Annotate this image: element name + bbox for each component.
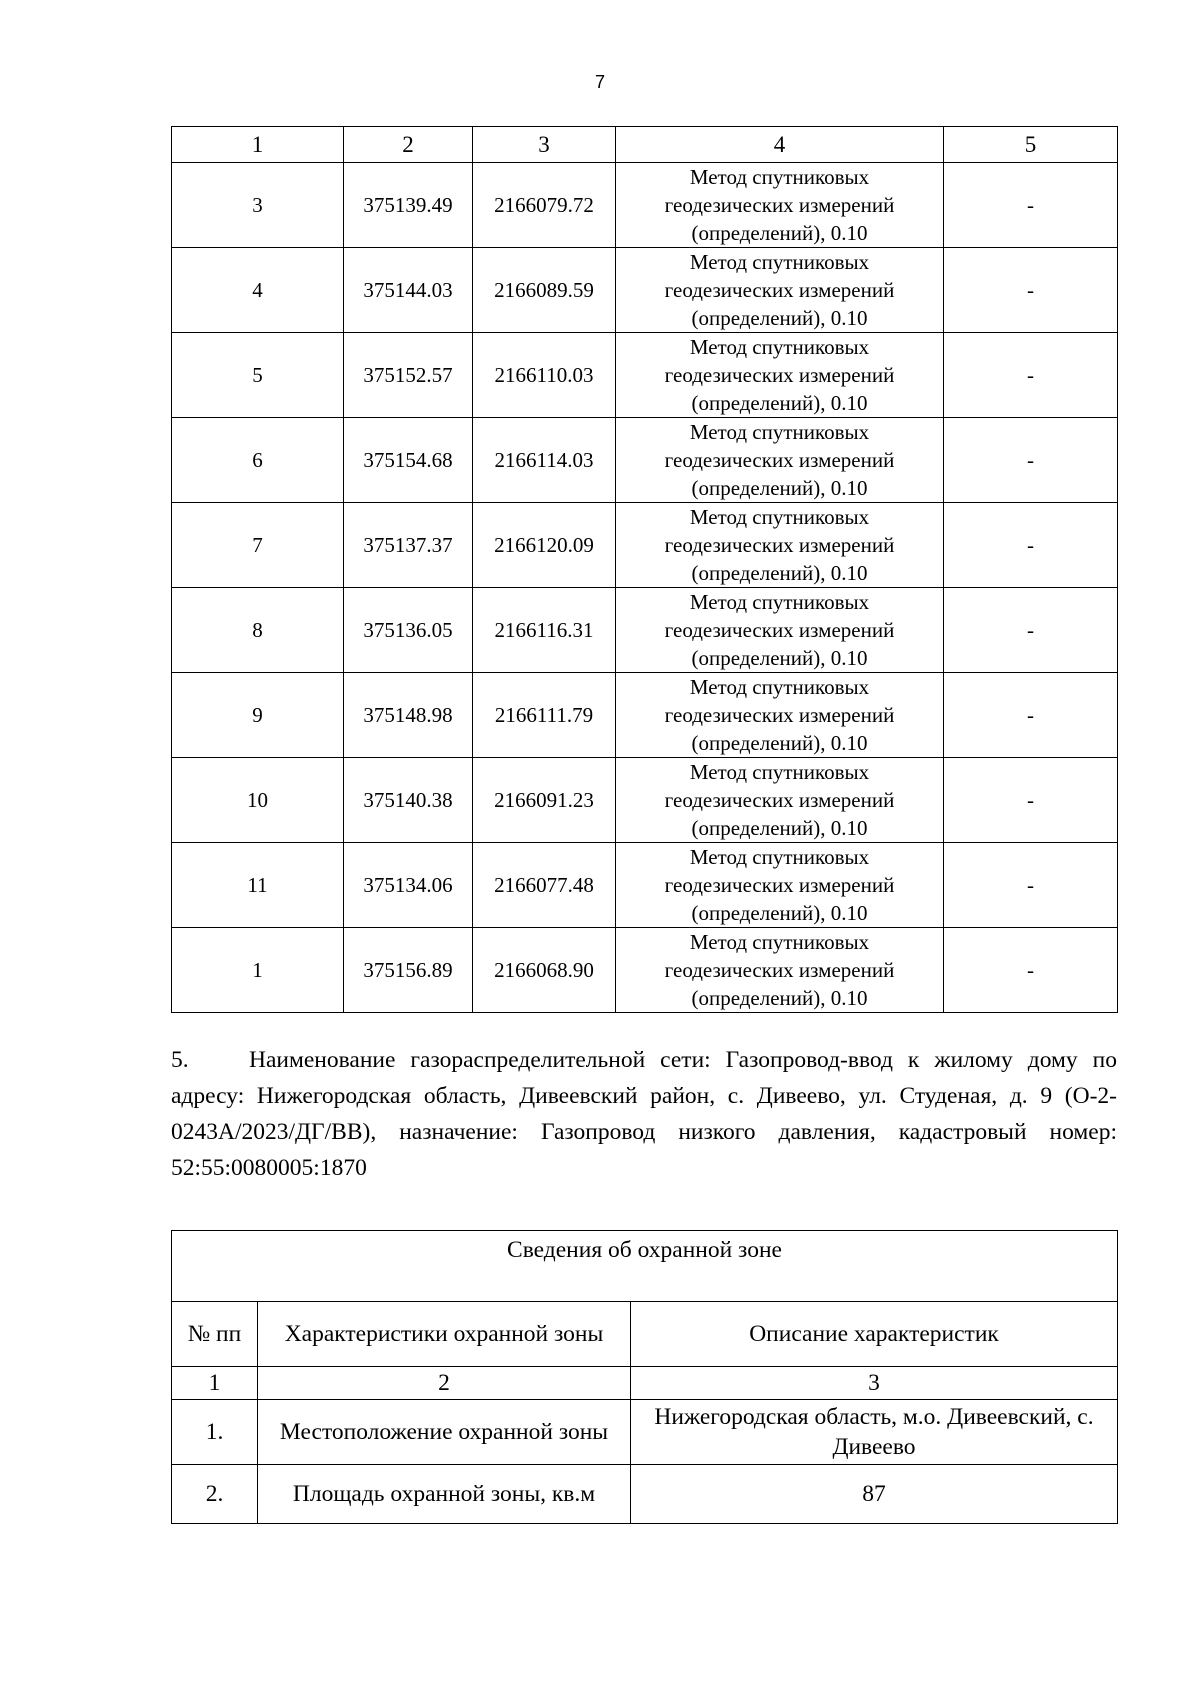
method-line: (определений), 0.10 bbox=[691, 561, 868, 585]
coordinate-y: 2166111.79 bbox=[473, 673, 616, 758]
note: - bbox=[944, 758, 1118, 843]
coordinate-y: 2166079.72 bbox=[473, 163, 616, 248]
note: - bbox=[944, 418, 1118, 503]
table-row bbox=[172, 1400, 1118, 1465]
measurement-method bbox=[616, 333, 944, 418]
point-number: 6 bbox=[172, 418, 344, 503]
note: - bbox=[944, 333, 1118, 418]
table-row bbox=[172, 928, 1118, 1013]
coordinate-y: 2166116.31 bbox=[473, 588, 616, 673]
method-line: (определений), 0.10 bbox=[691, 816, 868, 840]
note: - bbox=[944, 248, 1118, 333]
method-line: геодезических измерений bbox=[664, 618, 895, 642]
coordinate-x: 375156.89 bbox=[344, 928, 473, 1013]
method-line: геодезических измерений bbox=[664, 193, 895, 217]
column-number-5: 5 bbox=[944, 127, 1118, 163]
table-row bbox=[172, 758, 1118, 843]
method-line: Метод спутниковых bbox=[689, 165, 870, 189]
point-number: 1 bbox=[172, 928, 344, 1013]
method-line: геодезических измерений bbox=[664, 958, 895, 982]
note: - bbox=[944, 503, 1118, 588]
measurement-method bbox=[616, 588, 944, 673]
zone-description: 87 bbox=[631, 1465, 1118, 1524]
table-row bbox=[172, 248, 1118, 333]
method-line: (определений), 0.10 bbox=[691, 306, 868, 330]
coordinate-x: 375148.98 bbox=[344, 673, 473, 758]
header-description: Описание характеристик bbox=[631, 1302, 1118, 1367]
coordinate-x: 375136.05 bbox=[344, 588, 473, 673]
point-number: 7 bbox=[172, 503, 344, 588]
table-row bbox=[172, 503, 1118, 588]
coordinate-y: 2166077.48 bbox=[473, 843, 616, 928]
coordinate-y: 2166110.03 bbox=[473, 333, 616, 418]
zone-description: Нижегородская область, м.о. Дивеевский, с. Дивеево bbox=[631, 1400, 1118, 1465]
measurement-method bbox=[616, 928, 944, 1013]
method-line: Метод спутниковых bbox=[689, 505, 870, 529]
table-row bbox=[172, 673, 1118, 758]
coordinate-x: 375144.03 bbox=[344, 248, 473, 333]
zone-characteristic: Местоположение охранной зоны bbox=[258, 1400, 631, 1465]
method-line: (определений), 0.10 bbox=[691, 731, 868, 755]
column-number-2: 2 bbox=[344, 127, 473, 163]
point-number: 9 bbox=[172, 673, 344, 758]
method-line: (определений), 0.10 bbox=[691, 476, 868, 500]
method-line: геодезических измерений bbox=[664, 533, 895, 557]
method-line: геодезических измерений bbox=[664, 448, 895, 472]
measurement-method bbox=[616, 673, 944, 758]
note: - bbox=[944, 673, 1118, 758]
table-row bbox=[172, 1465, 1118, 1524]
measurement-method bbox=[616, 758, 944, 843]
point-number: 5 bbox=[172, 333, 344, 418]
table-row bbox=[172, 333, 1118, 418]
header-characteristic: Характеристики охранной зоны bbox=[258, 1302, 631, 1367]
section-text: Наименование газораспределительной сети: Газопровод-ввод к жилому дому по адресу: Нижегородская область, Дивеевский район, с. Дивеево, ул. Студеная, д. 9 (О-2-0243А/2023/ДГ/ВВ), назначение: Газопровод низкого давления, кадастровый номер: 52:55:0080005:1870 bbox=[171, 1047, 1117, 1181]
coordinates-header-row bbox=[172, 127, 1118, 163]
column-number-1: 1 bbox=[172, 1367, 258, 1400]
note: - bbox=[944, 928, 1118, 1013]
column-number-4: 4 bbox=[616, 127, 944, 163]
method-line: Метод спутниковых bbox=[689, 335, 870, 359]
measurement-method bbox=[616, 418, 944, 503]
note: - bbox=[944, 163, 1118, 248]
column-number-3: 3 bbox=[631, 1367, 1118, 1400]
method-line: геодезических измерений bbox=[664, 363, 895, 387]
measurement-method bbox=[616, 503, 944, 588]
coordinate-x: 375134.06 bbox=[344, 843, 473, 928]
point-number: 3 bbox=[172, 163, 344, 248]
method-line: Метод спутниковых bbox=[689, 930, 870, 954]
coordinate-y: 2166120.09 bbox=[473, 503, 616, 588]
coordinate-y: 2166091.23 bbox=[473, 758, 616, 843]
method-line: Метод спутниковых bbox=[689, 590, 870, 614]
zone-table-title: Сведения об охранной зоне bbox=[172, 1231, 1118, 1302]
measurement-method bbox=[616, 163, 944, 248]
protection-zone-table bbox=[171, 1230, 1118, 1524]
method-line: Метод спутниковых bbox=[689, 760, 870, 784]
header-number: № пп bbox=[172, 1302, 258, 1367]
method-line: геодезических измерений bbox=[664, 788, 895, 812]
method-line: (определений), 0.10 bbox=[691, 901, 868, 925]
coordinate-x: 375140.38 bbox=[344, 758, 473, 843]
coordinate-y: 2166068.90 bbox=[473, 928, 616, 1013]
coordinate-x: 375139.49 bbox=[344, 163, 473, 248]
zone-table-header-row bbox=[172, 1302, 1118, 1367]
method-line: (определений), 0.10 bbox=[691, 221, 868, 245]
zone-table-title-row bbox=[172, 1231, 1118, 1302]
point-number: 8 bbox=[172, 588, 344, 673]
coordinate-x: 375137.37 bbox=[344, 503, 473, 588]
row-number: 2. bbox=[172, 1465, 258, 1524]
method-line: (определений), 0.10 bbox=[691, 646, 868, 670]
point-number: 11 bbox=[172, 843, 344, 928]
method-line: Метод спутниковых bbox=[689, 250, 870, 274]
method-line: Метод спутниковых bbox=[689, 675, 870, 699]
coordinate-y: 2166114.03 bbox=[473, 418, 616, 503]
point-number: 10 bbox=[172, 758, 344, 843]
page-number: 7 bbox=[594, 72, 605, 92]
section-number: 5. bbox=[171, 1047, 189, 1073]
coordinate-y: 2166089.59 bbox=[473, 248, 616, 333]
method-line: (определений), 0.10 bbox=[691, 391, 868, 415]
table-row bbox=[172, 588, 1118, 673]
row-number: 1. bbox=[172, 1400, 258, 1465]
point-number: 4 bbox=[172, 248, 344, 333]
column-number-3: 3 bbox=[473, 127, 616, 163]
method-line: геодезических измерений bbox=[664, 703, 895, 727]
measurement-method bbox=[616, 843, 944, 928]
method-line: Метод спутниковых bbox=[689, 845, 870, 869]
table-row bbox=[172, 163, 1118, 248]
coordinates-table bbox=[171, 126, 1118, 1013]
table-row bbox=[172, 418, 1118, 503]
method-line: Метод спутниковых bbox=[689, 420, 870, 444]
section-5-paragraph bbox=[171, 1042, 1117, 1186]
method-line: геодезических измерений bbox=[664, 278, 895, 302]
column-number-1: 1 bbox=[172, 127, 344, 163]
method-line: геодезических измерений bbox=[664, 873, 895, 897]
coordinate-x: 375154.68 bbox=[344, 418, 473, 503]
column-number-2: 2 bbox=[258, 1367, 631, 1400]
note: - bbox=[944, 588, 1118, 673]
coordinate-x: 375152.57 bbox=[344, 333, 473, 418]
zone-characteristic: Площадь охранной зоны, кв.м bbox=[258, 1465, 631, 1524]
method-line: (определений), 0.10 bbox=[691, 986, 868, 1010]
measurement-method bbox=[616, 248, 944, 333]
table-row bbox=[172, 843, 1118, 928]
zone-table-column-numbers bbox=[172, 1367, 1118, 1400]
note: - bbox=[944, 843, 1118, 928]
